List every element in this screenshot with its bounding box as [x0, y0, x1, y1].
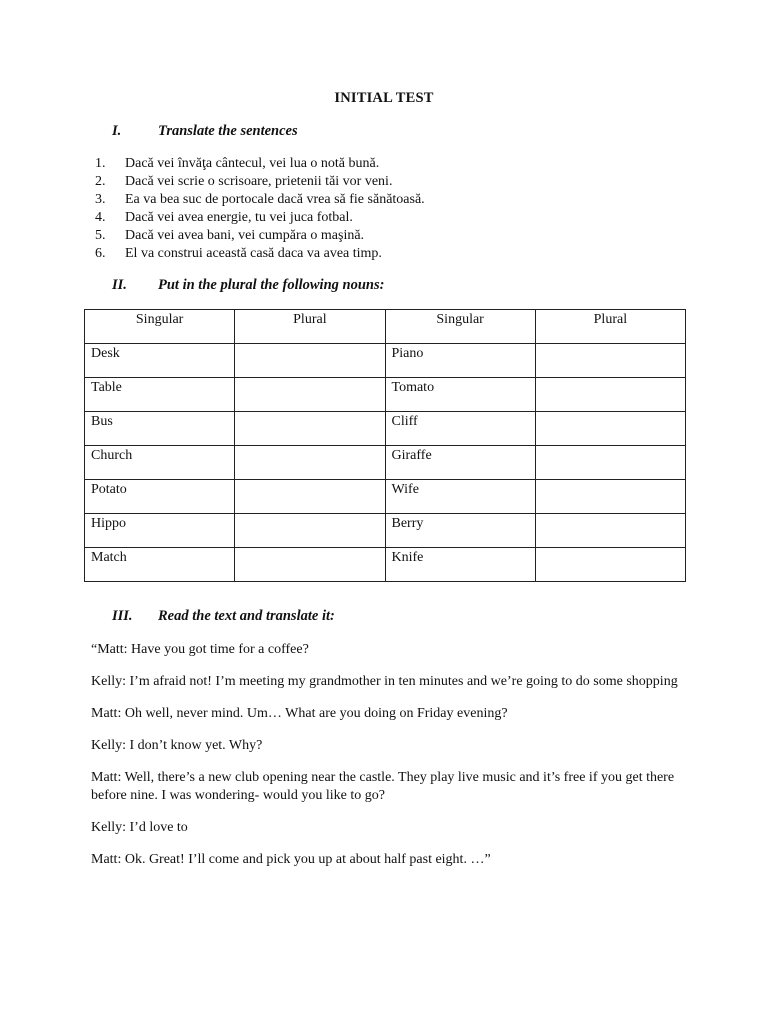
plural-cell[interactable]	[535, 548, 685, 582]
section-number: I.	[112, 123, 122, 139]
list-item	[92, 173, 425, 191]
list-item	[92, 191, 425, 209]
dialogue-paragraph: Kelly: I’d love to	[91, 820, 188, 835]
sentence-text: Ea va bea suc de portocale dacă vrea să fie sănătoasă.	[125, 192, 425, 207]
sentence-text: Dacă vei scrie o scrisoare, prietenii tăi vor veni.	[125, 174, 393, 189]
singular-cell: Match	[85, 548, 235, 582]
plural-cell[interactable]	[235, 480, 385, 514]
column-header: Singular	[85, 310, 235, 344]
sentence-text: El va construi această casă daca va avea timp.	[125, 246, 382, 261]
plural-cell[interactable]	[235, 548, 385, 582]
table-row	[85, 412, 686, 446]
section-title: Read the text and translate it:	[158, 608, 335, 624]
section-title: Translate the sentences	[158, 123, 298, 139]
singular-cell: Knife	[385, 548, 535, 582]
plural-cell[interactable]	[535, 480, 685, 514]
section-title: Put in the plural the following nouns:	[158, 277, 385, 293]
singular-cell: Potato	[85, 480, 235, 514]
list-item	[92, 245, 425, 263]
column-header: Plural	[235, 310, 385, 344]
table-row	[85, 344, 686, 378]
plural-cell[interactable]	[235, 446, 385, 480]
plural-nouns-table	[84, 309, 686, 582]
dialogue-paragraph: Matt: Ok. Great! I’ll come and pick you up at about half past eight. …”	[91, 852, 491, 867]
plural-cell[interactable]	[535, 412, 685, 446]
table-row	[85, 514, 686, 548]
list-item	[92, 227, 425, 245]
singular-cell: Tomato	[385, 378, 535, 412]
sentence-text: Dacă vei avea energie, tu vei juca fotbal.	[125, 210, 353, 225]
item-number: 3.	[95, 192, 106, 207]
sentence-text: Dacă vei învăţa cântecul, vei lua o notă bună.	[125, 156, 380, 171]
sentence-text: Dacă vei avea bani, vei cumpăra o maşină.	[125, 228, 365, 243]
dialogue-paragraph: Matt: Oh well, never mind. Um… What are you doing on Friday evening?	[91, 706, 508, 721]
singular-cell: Giraffe	[385, 446, 535, 480]
plural-cell[interactable]	[235, 378, 385, 412]
plural-cell[interactable]	[535, 514, 685, 548]
singular-cell: Cliff	[385, 412, 535, 446]
plural-cell[interactable]	[535, 344, 685, 378]
item-number: 1.	[95, 156, 106, 171]
list-item	[92, 155, 425, 173]
list-item	[92, 209, 425, 227]
singular-cell: Table	[85, 378, 235, 412]
section-number: II.	[112, 277, 127, 293]
plural-cell[interactable]	[235, 514, 385, 548]
table-row	[85, 446, 686, 480]
dialogue-paragraph: Kelly: I don’t know yet. Why?	[91, 738, 263, 753]
plural-cell[interactable]	[535, 446, 685, 480]
plural-cell[interactable]	[235, 344, 385, 378]
item-number: 2.	[95, 174, 106, 189]
table-header-row	[85, 310, 686, 344]
item-number: 4.	[95, 210, 106, 225]
table-row	[85, 480, 686, 514]
sentence-list	[92, 155, 425, 263]
singular-cell: Wife	[385, 480, 535, 514]
page-title: INITIAL TEST	[334, 90, 434, 106]
singular-cell: Hippo	[85, 514, 235, 548]
singular-cell: Berry	[385, 514, 535, 548]
section-number: III.	[112, 608, 133, 624]
singular-cell: Bus	[85, 412, 235, 446]
dialogue-paragraph: Kelly: I’m afraid not! I’m meeting my grandmother in ten minutes and we’re going to do some shopping	[91, 674, 678, 689]
plural-cell[interactable]	[535, 378, 685, 412]
table-row	[85, 378, 686, 412]
plural-cell[interactable]	[235, 412, 385, 446]
item-number: 5.	[95, 228, 106, 243]
table-row	[85, 548, 686, 582]
dialogue-paragraph: “Matt: Have you got time for a coffee?	[91, 642, 309, 657]
column-header: Plural	[535, 310, 685, 344]
item-number: 6.	[95, 246, 106, 261]
dialogue-text	[91, 641, 691, 883]
singular-cell: Church	[85, 446, 235, 480]
singular-cell: Piano	[385, 344, 535, 378]
column-header: Singular	[385, 310, 535, 344]
singular-cell: Desk	[85, 344, 235, 378]
dialogue-paragraph: Matt: Well, there’s a new club opening near the castle. They play live music and it’s free if you get there before nine. I was wondering- would you like to go?	[91, 770, 675, 803]
